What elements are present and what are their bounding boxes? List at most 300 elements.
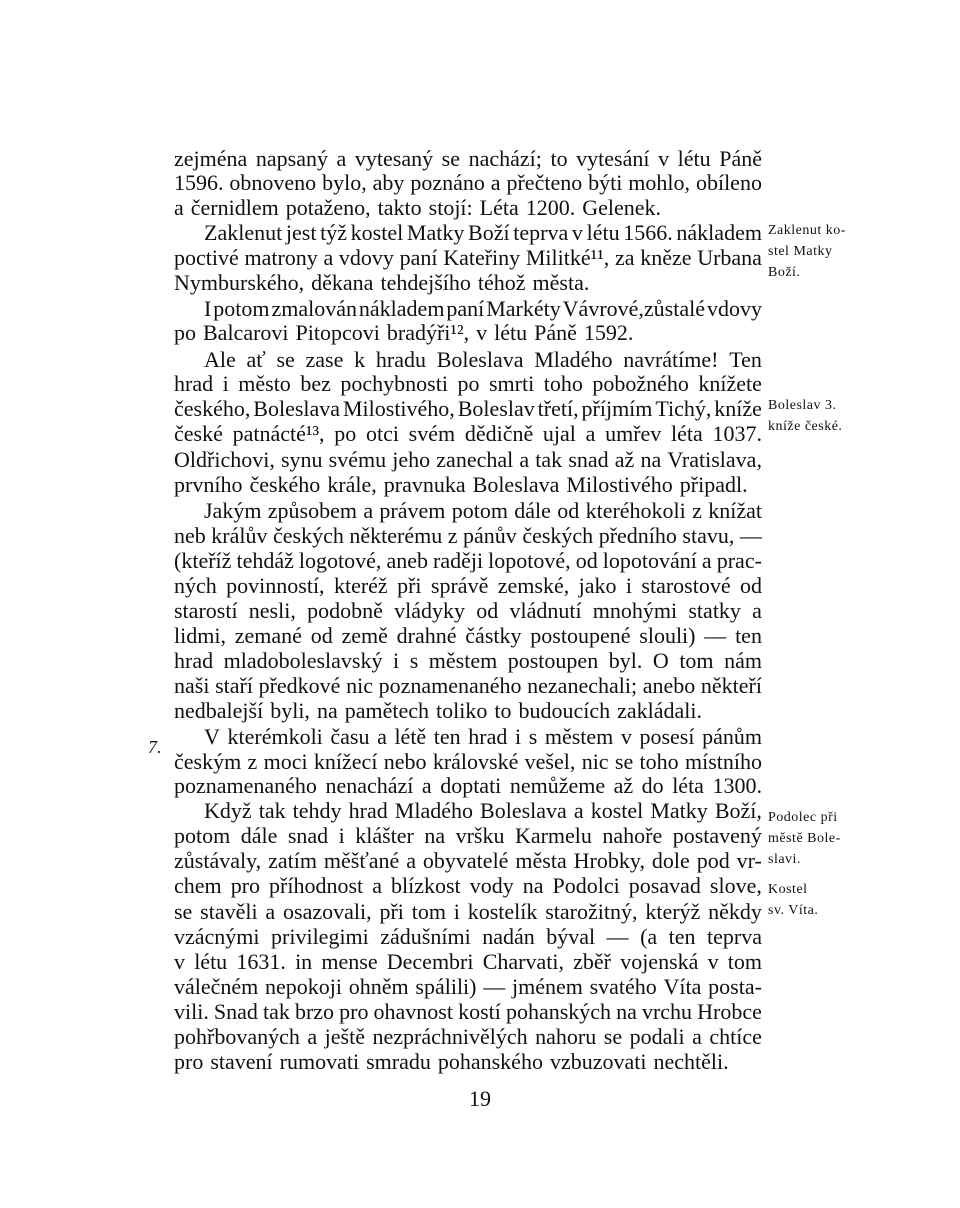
word: drahné bbox=[396, 623, 457, 648]
word: prvního bbox=[174, 472, 243, 497]
word: dědičně bbox=[464, 421, 534, 446]
word: i bbox=[625, 573, 632, 598]
word: pohřbovaných bbox=[174, 1024, 300, 1049]
text-line bbox=[174, 598, 762, 624]
text-line bbox=[174, 949, 762, 975]
word: z bbox=[247, 749, 258, 774]
word: královské bbox=[432, 749, 519, 774]
word: zejména bbox=[174, 146, 248, 171]
word: poznamenaného bbox=[378, 673, 522, 698]
word: zůstávaly, bbox=[174, 848, 262, 873]
word: 1631. bbox=[236, 949, 286, 974]
word: Nymburského, bbox=[174, 270, 305, 295]
word: vzácnými bbox=[174, 924, 260, 949]
word: bradýři¹², bbox=[386, 320, 470, 345]
margin-note: kníže české. bbox=[768, 419, 843, 434]
word: zemané bbox=[234, 623, 302, 648]
word: smrti bbox=[488, 371, 535, 396]
word: (kteříž bbox=[174, 548, 232, 573]
word: i bbox=[514, 724, 522, 749]
word: blízkost bbox=[391, 873, 461, 898]
word: a bbox=[692, 1024, 702, 1049]
word: toliko bbox=[436, 698, 488, 723]
word: pohanského bbox=[437, 1049, 543, 1074]
word: nechtěli. bbox=[653, 1049, 729, 1074]
word: nic bbox=[581, 749, 609, 774]
word: poznamenaného bbox=[174, 773, 317, 798]
word: měšťané bbox=[323, 848, 400, 873]
word: snad bbox=[568, 447, 609, 472]
word: tehdejšího bbox=[380, 270, 471, 295]
word: Jakým bbox=[204, 498, 262, 523]
word: budoucích bbox=[518, 698, 611, 723]
word: nám bbox=[724, 648, 762, 673]
word: nic bbox=[346, 673, 373, 698]
word: pobožného bbox=[592, 371, 689, 396]
word: Boží bbox=[468, 220, 510, 245]
word: se bbox=[276, 347, 295, 372]
word: knížecí bbox=[313, 749, 378, 774]
word: starostí bbox=[174, 598, 238, 623]
word: byli, bbox=[270, 698, 310, 723]
word: i bbox=[393, 648, 400, 673]
word: města bbox=[515, 848, 567, 873]
word: smradu bbox=[366, 1049, 431, 1074]
word: ohavnost bbox=[373, 999, 453, 1024]
word: způsobem bbox=[267, 498, 357, 523]
word: a bbox=[701, 548, 712, 573]
word: kterémkoli bbox=[227, 724, 323, 749]
word: kteréhokoli bbox=[585, 498, 686, 523]
word: — bbox=[483, 974, 506, 999]
word: — bbox=[704, 623, 727, 648]
word: to bbox=[494, 698, 512, 723]
text-line bbox=[174, 749, 762, 775]
word: a bbox=[336, 146, 347, 171]
word: Milostivého, bbox=[342, 396, 455, 421]
word: nepokoji bbox=[265, 974, 343, 999]
word: v bbox=[174, 949, 185, 974]
word: podali bbox=[629, 1024, 685, 1049]
word: kníže bbox=[714, 396, 762, 421]
word: teprva bbox=[707, 924, 762, 949]
word: na bbox=[316, 698, 338, 723]
line-marker: 7. bbox=[148, 737, 162, 757]
word: týž bbox=[320, 220, 347, 245]
word: Markéty bbox=[486, 296, 561, 321]
word: Urbana bbox=[697, 245, 762, 270]
word: létu bbox=[677, 146, 711, 171]
word: připadl. bbox=[679, 472, 748, 497]
word: snad bbox=[287, 823, 329, 848]
word: bylo, bbox=[322, 170, 367, 195]
word: dále bbox=[514, 498, 551, 523]
word: Oldřichovi, bbox=[174, 447, 275, 472]
word: in bbox=[295, 949, 313, 974]
word: Páně bbox=[534, 320, 577, 345]
word: a bbox=[363, 498, 374, 523]
text-line bbox=[174, 924, 762, 950]
word: při bbox=[397, 573, 422, 598]
word: pánův bbox=[463, 523, 517, 548]
word: 1037. bbox=[712, 421, 762, 446]
word: a bbox=[377, 724, 387, 749]
word: 1596. bbox=[174, 170, 224, 195]
word: pro bbox=[230, 873, 261, 898]
word: svému bbox=[328, 447, 387, 472]
word: Matky bbox=[406, 220, 465, 245]
word: mohlo, bbox=[628, 170, 691, 195]
word: (a bbox=[640, 924, 658, 949]
word: obnoveno bbox=[229, 170, 317, 195]
word: válečném bbox=[174, 974, 259, 999]
word: vládyky bbox=[394, 598, 465, 623]
word: třetí, bbox=[537, 396, 579, 421]
text-line bbox=[174, 195, 762, 221]
word: Pitopcovi bbox=[295, 320, 380, 345]
word: se bbox=[441, 146, 460, 171]
word: a bbox=[421, 773, 432, 798]
text-line bbox=[174, 648, 762, 674]
word: O bbox=[652, 648, 669, 673]
word: paní bbox=[399, 245, 438, 270]
word: někdy bbox=[708, 899, 762, 924]
word: Boleslava bbox=[253, 396, 341, 421]
word: hrad bbox=[348, 798, 388, 823]
word: obyvatelé bbox=[422, 848, 509, 873]
word: lopotování bbox=[602, 548, 697, 573]
word: po bbox=[174, 320, 196, 345]
word: aneb bbox=[386, 548, 428, 573]
word: — bbox=[606, 924, 629, 949]
word: slove, bbox=[709, 873, 762, 898]
word: zběř bbox=[573, 949, 611, 974]
word: vešel, bbox=[524, 749, 576, 774]
word: teprva bbox=[513, 220, 569, 245]
word: nezpráchnivělých bbox=[372, 1024, 528, 1049]
text-line bbox=[174, 320, 762, 346]
word: městem bbox=[544, 724, 614, 749]
word: potom bbox=[451, 498, 508, 523]
text-line bbox=[174, 146, 762, 172]
word: mladoboleslavský bbox=[223, 648, 383, 673]
text-line bbox=[174, 773, 762, 799]
word: 1200. bbox=[525, 195, 576, 220]
word: statky bbox=[688, 598, 741, 623]
word: z bbox=[692, 498, 702, 523]
word: od bbox=[739, 573, 762, 598]
text-line bbox=[204, 347, 762, 373]
word: svatého bbox=[589, 974, 657, 999]
word: byl. bbox=[608, 648, 643, 673]
text-line bbox=[174, 371, 762, 397]
word: ať bbox=[246, 347, 266, 372]
word: nenachází bbox=[325, 773, 414, 798]
word: nesli, bbox=[248, 598, 296, 623]
word: v bbox=[476, 320, 488, 345]
text-line bbox=[174, 673, 762, 699]
page-number: 19 bbox=[469, 1086, 491, 1111]
word: takto bbox=[377, 195, 422, 220]
word: dále bbox=[240, 823, 278, 848]
text-line bbox=[174, 698, 762, 724]
word: k bbox=[354, 347, 366, 372]
word: v bbox=[571, 220, 583, 245]
text-line bbox=[174, 999, 762, 1025]
word: posta- bbox=[708, 974, 762, 999]
word: kostelík bbox=[467, 899, 538, 924]
word: spálili) bbox=[415, 974, 477, 999]
text-line bbox=[174, 396, 762, 422]
word: starostové bbox=[641, 573, 731, 598]
word: a bbox=[372, 873, 382, 898]
word: hradu bbox=[375, 347, 426, 372]
text-line bbox=[174, 1049, 762, 1075]
word: od bbox=[310, 623, 333, 648]
word: tehdy bbox=[292, 798, 342, 823]
word: stavěli bbox=[200, 899, 258, 924]
word: jeho bbox=[392, 447, 431, 472]
word: místního bbox=[684, 749, 762, 774]
word: létě bbox=[394, 724, 427, 749]
word: přečteno bbox=[506, 170, 583, 195]
word: vzbuzovati bbox=[549, 1049, 647, 1074]
text-line bbox=[174, 573, 762, 599]
word: Když bbox=[204, 798, 252, 823]
word: patnácté¹³, bbox=[232, 421, 325, 446]
word: některému bbox=[349, 523, 443, 548]
word: českých bbox=[522, 523, 594, 548]
word: tom bbox=[679, 648, 714, 673]
text-line bbox=[204, 798, 762, 824]
word: Ten bbox=[729, 347, 762, 372]
word: létu bbox=[194, 949, 228, 974]
word: stojí: bbox=[428, 195, 473, 220]
word: toho bbox=[543, 371, 583, 396]
word: postavený bbox=[672, 823, 762, 848]
text-line bbox=[174, 873, 762, 899]
word: prac- bbox=[716, 548, 762, 573]
word: býti bbox=[588, 170, 623, 195]
word: lopotové, bbox=[488, 548, 571, 573]
word: i bbox=[222, 371, 229, 396]
word: chem bbox=[174, 873, 222, 898]
word: tak bbox=[263, 999, 290, 1024]
word: tehdáž bbox=[236, 548, 294, 573]
word: kněze bbox=[640, 245, 692, 270]
word: matrony bbox=[244, 245, 318, 270]
text-line bbox=[174, 447, 762, 473]
word: od bbox=[575, 548, 598, 573]
word: hrad bbox=[468, 724, 508, 749]
word: potom bbox=[213, 296, 270, 321]
word: Léta bbox=[479, 195, 519, 220]
word: vody bbox=[469, 873, 514, 898]
word: pro bbox=[339, 999, 369, 1024]
word: za bbox=[615, 245, 635, 270]
word: 1592. bbox=[583, 320, 634, 345]
word: léta bbox=[671, 421, 703, 446]
word: Ale bbox=[204, 347, 236, 372]
word: dole bbox=[651, 848, 690, 873]
word: českých bbox=[273, 523, 344, 548]
word: na bbox=[424, 823, 446, 848]
word: umřev bbox=[605, 421, 662, 446]
word: rumovati bbox=[279, 1049, 360, 1074]
text-line bbox=[174, 245, 762, 271]
word: hrad bbox=[174, 371, 214, 396]
word: země bbox=[341, 623, 388, 648]
word: létu bbox=[586, 220, 620, 245]
word: Snad bbox=[213, 999, 258, 1024]
word: Tichý, bbox=[655, 396, 712, 421]
word: vršku bbox=[455, 823, 505, 848]
text-line bbox=[204, 296, 762, 322]
word: ten bbox=[668, 924, 696, 949]
word: vdovy bbox=[338, 245, 394, 270]
text-line bbox=[174, 848, 762, 874]
word: navrátíme! bbox=[623, 347, 719, 372]
word: Boleslava bbox=[436, 347, 524, 372]
word: zase bbox=[305, 347, 344, 372]
word: poctivé bbox=[174, 245, 239, 270]
word: a bbox=[585, 421, 596, 446]
word: aby bbox=[372, 170, 405, 195]
word: posavad bbox=[628, 873, 701, 898]
word: nákladem bbox=[358, 296, 445, 321]
word: do bbox=[641, 773, 664, 798]
text-line bbox=[174, 270, 762, 296]
word: nahoru bbox=[535, 1024, 597, 1049]
word: pohanských bbox=[505, 999, 612, 1024]
word: Vávrové,zůstalé bbox=[562, 296, 705, 321]
word: ujal bbox=[542, 421, 576, 446]
word: jako bbox=[578, 573, 617, 598]
word: a bbox=[519, 447, 530, 472]
word: brzo bbox=[294, 999, 335, 1024]
word: knížete bbox=[698, 371, 762, 396]
word: právem bbox=[379, 498, 446, 523]
word: nákladem bbox=[676, 220, 762, 245]
text-line bbox=[174, 823, 762, 849]
word: vládnutí bbox=[509, 598, 582, 623]
word: na bbox=[522, 873, 544, 898]
word: téhož bbox=[477, 270, 526, 295]
text-line bbox=[204, 724, 762, 750]
text-line bbox=[174, 421, 762, 447]
word: podobně bbox=[307, 598, 383, 623]
word: — bbox=[739, 523, 762, 548]
word: z bbox=[447, 523, 458, 548]
word: Decembri bbox=[386, 949, 474, 974]
word: doptati bbox=[440, 773, 502, 798]
word: pro bbox=[174, 1049, 204, 1074]
word: bez bbox=[300, 371, 331, 396]
word: vytesání bbox=[576, 146, 650, 171]
text-line bbox=[204, 220, 762, 246]
word: se bbox=[614, 749, 634, 774]
word: Vratislava, bbox=[667, 447, 762, 472]
word: I bbox=[204, 296, 212, 321]
word: v bbox=[658, 146, 670, 171]
word: létu bbox=[494, 320, 528, 345]
word: léta bbox=[672, 773, 704, 798]
word: Balcarovi bbox=[203, 320, 289, 345]
word: mnohými bbox=[592, 598, 678, 623]
word: od bbox=[476, 598, 499, 623]
word: pod bbox=[696, 848, 730, 873]
margin-note: Zaklenut ko- bbox=[768, 223, 846, 238]
word: i bbox=[338, 823, 345, 848]
word: Podolci bbox=[552, 873, 620, 898]
word: 1566. bbox=[623, 220, 673, 245]
word: Páně bbox=[719, 146, 762, 171]
text-line bbox=[174, 899, 762, 925]
text-line bbox=[204, 498, 762, 524]
word: správě bbox=[430, 573, 489, 598]
word: nedbalejší bbox=[174, 698, 264, 723]
word: pamětech bbox=[344, 698, 429, 723]
text-line bbox=[174, 472, 762, 498]
word: tak bbox=[258, 798, 286, 823]
word: po bbox=[457, 371, 480, 396]
word: na bbox=[640, 447, 662, 472]
word: V bbox=[204, 724, 220, 749]
word: Karmelu bbox=[514, 823, 592, 848]
word: předního bbox=[598, 523, 677, 548]
word: naši bbox=[174, 673, 210, 698]
word: a bbox=[490, 170, 501, 195]
word: paní bbox=[446, 296, 485, 321]
word: nezanechali; bbox=[527, 673, 638, 698]
margin-note: Boleslav 3. bbox=[768, 398, 837, 413]
margin-note: Kostel bbox=[768, 882, 808, 897]
word: toho bbox=[639, 749, 679, 774]
word: jménem bbox=[511, 974, 583, 999]
word: mense bbox=[321, 949, 378, 974]
word: vrchu bbox=[641, 999, 693, 1024]
word: a bbox=[265, 899, 276, 924]
word: a bbox=[406, 848, 416, 873]
word: ten bbox=[433, 724, 461, 749]
word: se bbox=[603, 1024, 623, 1049]
word: příhodnost bbox=[269, 873, 364, 898]
word: kostí bbox=[458, 999, 501, 1024]
word: zanechal bbox=[436, 447, 514, 472]
word: a bbox=[323, 245, 334, 270]
word: obíleno bbox=[695, 170, 762, 195]
word: chtíce bbox=[709, 1024, 762, 1049]
word: stavu, bbox=[682, 523, 735, 548]
word: slouli) bbox=[639, 623, 696, 648]
word: až bbox=[613, 773, 634, 798]
word: černidlem bbox=[190, 195, 279, 220]
word: stavení bbox=[210, 1049, 273, 1074]
word: předkové bbox=[258, 673, 341, 698]
text-line bbox=[174, 523, 762, 549]
word: knížat bbox=[708, 498, 762, 523]
word: svém bbox=[408, 421, 456, 446]
word: poznáno bbox=[410, 170, 485, 195]
word: býval bbox=[546, 924, 596, 949]
word: klášter bbox=[355, 823, 414, 848]
word: a bbox=[174, 195, 184, 220]
word: hrad bbox=[174, 648, 214, 673]
word: potom bbox=[174, 823, 231, 848]
margin-note: slavi. bbox=[768, 852, 801, 867]
word: Hrobce bbox=[697, 999, 762, 1024]
word: osazovali, bbox=[283, 899, 372, 924]
